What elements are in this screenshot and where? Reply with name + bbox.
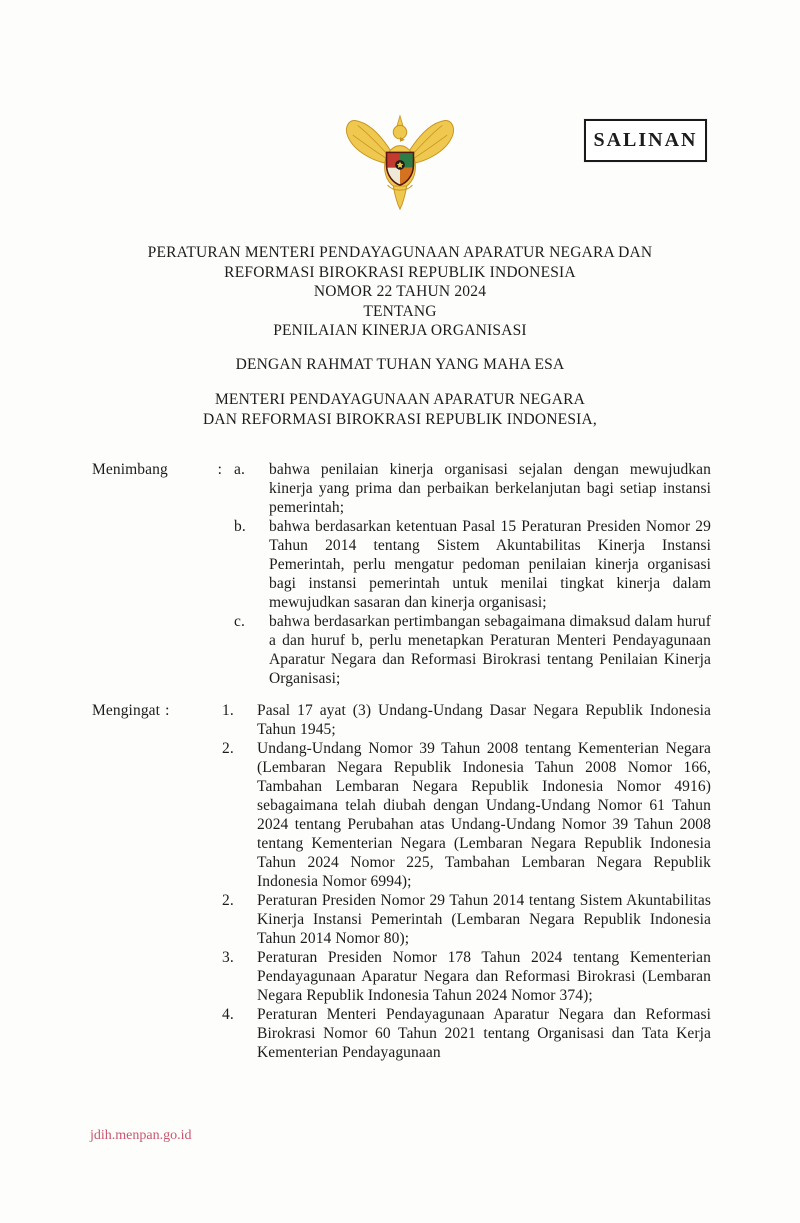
- clause-marker: 2.: [222, 740, 234, 757]
- clause-text: Peraturan Presiden Nomor 178 Tahun 2024 tentang Kementerian Pendayagunaan Aparatur Negara dan Reformasi Birokrasi (Lembaran Negara Republik Indonesia Tahun 2024 Nomor 374);: [257, 949, 711, 1004]
- considering-label: [92, 460, 234, 479]
- clause-marker: 4.: [222, 1006, 234, 1023]
- title-line: NOMOR 22 TAHUN 2024: [313, 283, 487, 300]
- considering-item: [234, 612, 711, 688]
- salinan-stamp-label: SALINAN: [593, 129, 698, 151]
- clause-text: Pasal 17 ayat (3) Undang-Undang Dasar Negara Republik Indonesia Tahun 1945;: [257, 702, 711, 738]
- clause-marker: a.: [234, 461, 245, 478]
- clause-marker: 3.: [222, 949, 234, 966]
- authority-line: MENTERI PENDAYAGUNAAN APARATUR NEGARA: [214, 391, 586, 408]
- legal-basis-item: [222, 1005, 711, 1062]
- clause-text: Peraturan Menteri Pendayagunaan Aparatur Negara dan Reformasi Birokrasi Nomor 60 Tahun 2021 tentang Organisasi dan Tata Kerja Kementerian Pendayagunaan: [257, 1006, 711, 1061]
- title-line: PENILAIAN KINERJA ORGANISASI: [273, 322, 527, 339]
- title-line: TENTANG: [363, 302, 437, 320]
- authority-line: DAN REFORMASI BIROKRASI REPUBLIK INDONESIA,: [203, 410, 597, 428]
- legal-basis-item: [222, 948, 711, 1005]
- legal-basis-item: [222, 891, 711, 948]
- salinan-stamp: [584, 119, 707, 162]
- clause-marker: 1.: [222, 702, 234, 719]
- considering-item: [234, 517, 711, 612]
- legal-basis-item: [222, 739, 711, 891]
- considering-item: [234, 460, 711, 517]
- motto-line: DENGAN RAHMAT TUHAN YANG MAHA ESA: [235, 355, 565, 373]
- footer-link[interactable]: jdih.menpan.go.id: [90, 1128, 192, 1143]
- legal-basis-section: [92, 701, 711, 1062]
- considering-section: [92, 460, 711, 688]
- title-line: REFORMASI BIROKRASI REPUBLIK INDONESIA: [224, 263, 576, 281]
- clause-marker: 2.: [222, 892, 234, 909]
- clause-marker: b.: [234, 518, 246, 535]
- legal-basis-items: [222, 701, 711, 1062]
- clause-text: bahwa berdasarkan pertimbangan sebagaimana dimaksud dalam huruf a dan huruf b, perlu menetapkan Peraturan Menteri Pendayagunaan Aparatur Negara dan Reformasi Birokrasi tentang Penilaian Kinerja Organisasi;: [269, 613, 711, 687]
- legal-basis-label: [92, 701, 222, 720]
- clause-text: Undang-Undang Nomor 39 Tahun 2008 tentang Kementerian Negara (Lembaran Negara Republik Indonesia Tahun 2008 Nomor 166, Tambahan Lembaran Negara Republik Indonesia Nomor 4916) sebagaimana telah diubah dengan Undang-Undang Nomor 61 Tahun 2024 tentang Perubahan atas Undang-Undang Nomor 39 Tahun 2008 tentang Kementerian Negara (Lembaran Negara Republik Indonesia Tahun 2024 Nomor 225, Tambahan Lembaran Negara Republik Indonesia Nomor 6994);: [257, 740, 711, 890]
- clause-text: bahwa penilaian kinerja organisasi sejalan dengan mewujudkan kinerja yang prima dan perbaikan berkelanjutan bagi setiap instansi pemerintah;: [269, 461, 711, 516]
- considering-colon: :: [217, 461, 222, 478]
- clause-marker: c.: [234, 613, 245, 630]
- document-header: [0, 243, 800, 429]
- legal-basis-item: [222, 701, 711, 739]
- crest: [397, 116, 403, 126]
- garuda-emblem-svg: [342, 110, 458, 214]
- document-title: [0, 243, 800, 341]
- considering-label-text: Menimbang: [92, 461, 168, 478]
- legal-basis-label-text: Mengingat: [92, 702, 161, 719]
- legal-basis-colon: :: [165, 702, 170, 719]
- garuda-emblem-icon: [342, 110, 458, 214]
- clauses: [92, 460, 711, 1062]
- authority-block: [0, 390, 800, 429]
- clause-text: bahwa berdasarkan ketentuan Pasal 15 Peraturan Presiden Nomor 29 Tahun 2014 tentang Sistem Akuntabilitas Kinerja Instansi Pemerintah, perlu mengatur pedoman penilaian kinerja organisasi bagi instansi pemerintah untuk menilai tingkat kinerja dalam mewujudkan sasaran dan kinerja organisasi;: [269, 518, 711, 611]
- considering-items: [234, 460, 711, 688]
- clause-text: Peraturan Presiden Nomor 29 Tahun 2014 tentang Sistem Akuntabilitas Kinerja Instansi Pemerintah (Lembaran Negara Republik Indonesia Tahun 2014 Nomor 80);: [257, 892, 711, 947]
- title-line: PERATURAN MENTERI PENDAYAGUNAAN APARATUR NEGARA DAN: [147, 244, 653, 261]
- head: [393, 125, 406, 138]
